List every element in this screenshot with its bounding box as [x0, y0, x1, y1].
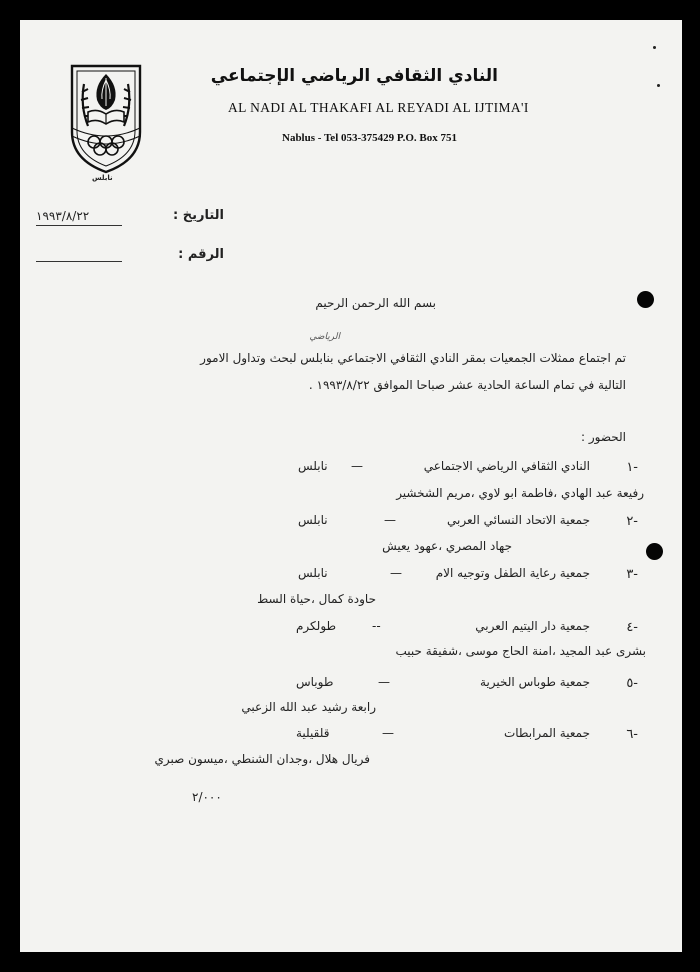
row-names: جهاد المصري ،عهود يعيش: [382, 539, 512, 553]
inserted-word: الرياضي: [309, 332, 340, 342]
club-contact: Nablus - Tel 053-375429 P.O. Box 751: [282, 132, 458, 144]
club-name-english: AL NADI AL THAKAFI AL REYADI AL IJTIMA'I: [228, 100, 529, 115]
row-names: رابعة رشيد عبد الله الزعبي: [241, 700, 376, 714]
row-number: -٦: [626, 727, 638, 742]
row-dash: —: [351, 459, 363, 473]
date-underline: [36, 225, 122, 226]
row-dash: —: [384, 513, 396, 527]
punch-hole-bottom: [646, 543, 663, 560]
row-names: فريال هلال ،وجدان الشنطي ،ميسون صبري: [154, 752, 370, 766]
row-dash: —: [390, 566, 402, 580]
attendance-label: الحضور :: [581, 430, 626, 444]
date-value: ١٩٩٣/٨/٢٢: [36, 209, 90, 223]
row-organization: جمعية الاتحاد النسائي العربي: [447, 513, 590, 527]
row-number: -٤: [626, 620, 638, 635]
paragraph-line-2: التالية في تمام الساعة الحادية عشر صباحا الموافق ١٩٩٣/٨/٢٢ .: [308, 378, 626, 392]
number-label: الرقم :: [178, 247, 224, 262]
row-number: -٢: [626, 514, 638, 529]
row-organization: جمعية رعاية الطفل وتوجيه الام: [435, 566, 590, 580]
club-logo: [64, 62, 148, 190]
row-dash: —: [382, 726, 394, 740]
row-number: -١: [626, 460, 638, 475]
row-organization: جمعية دار اليتيم العربي: [475, 619, 590, 633]
paragraph-line-1: تم اجتماع ممثلات الجمعيات بمقر النادي الثقافي الاجتماعي بنابلس لبحث وتداول الامور: [200, 351, 626, 365]
row-names: رفيعة عبد الهادي ،فاطمة ابو لاوي ،مريم الشخشير: [396, 486, 644, 500]
speck: [657, 84, 660, 87]
row-organization: جمعية المرابطات: [503, 726, 590, 740]
row-city: قلقيلية: [296, 726, 330, 740]
row-names: بشرى عبد المجيد ،امنة الحاج موسى ،شفيقة حبيب: [395, 644, 646, 658]
speck: [653, 46, 656, 49]
row-city: نابلس: [298, 513, 328, 527]
row-city: نابلس: [298, 459, 328, 473]
punch-hole-top: [637, 291, 654, 308]
row-dash: —: [378, 675, 390, 689]
row-city: طوباس: [296, 675, 334, 689]
row-organization: النادي الثقافي الرياضي الاجتماعي: [423, 459, 590, 473]
basmala: بسم الله الرحمن الرحيم: [315, 296, 436, 310]
row-names: حاودة كمال ،حياة السط: [257, 592, 376, 606]
row-organization: جمعية طوباس الخيرية: [480, 675, 590, 689]
row-city: طولكرم: [296, 619, 337, 633]
date-label: التاريخ :: [173, 208, 224, 223]
page-marker: ٢/٠٠٠: [192, 790, 222, 804]
letter-sheet: [20, 20, 682, 952]
row-dash: --: [372, 619, 381, 633]
bottom-scan-border: [0, 952, 700, 972]
row-city: نابلس: [298, 566, 328, 580]
number-underline: [36, 261, 122, 262]
row-number: -٥: [626, 676, 638, 691]
row-number: -٣: [626, 567, 638, 582]
club-name-arabic: النادي الثقافي الرياضي الإجتماعي: [210, 66, 498, 86]
logo-caption: نابلس: [92, 174, 113, 182]
